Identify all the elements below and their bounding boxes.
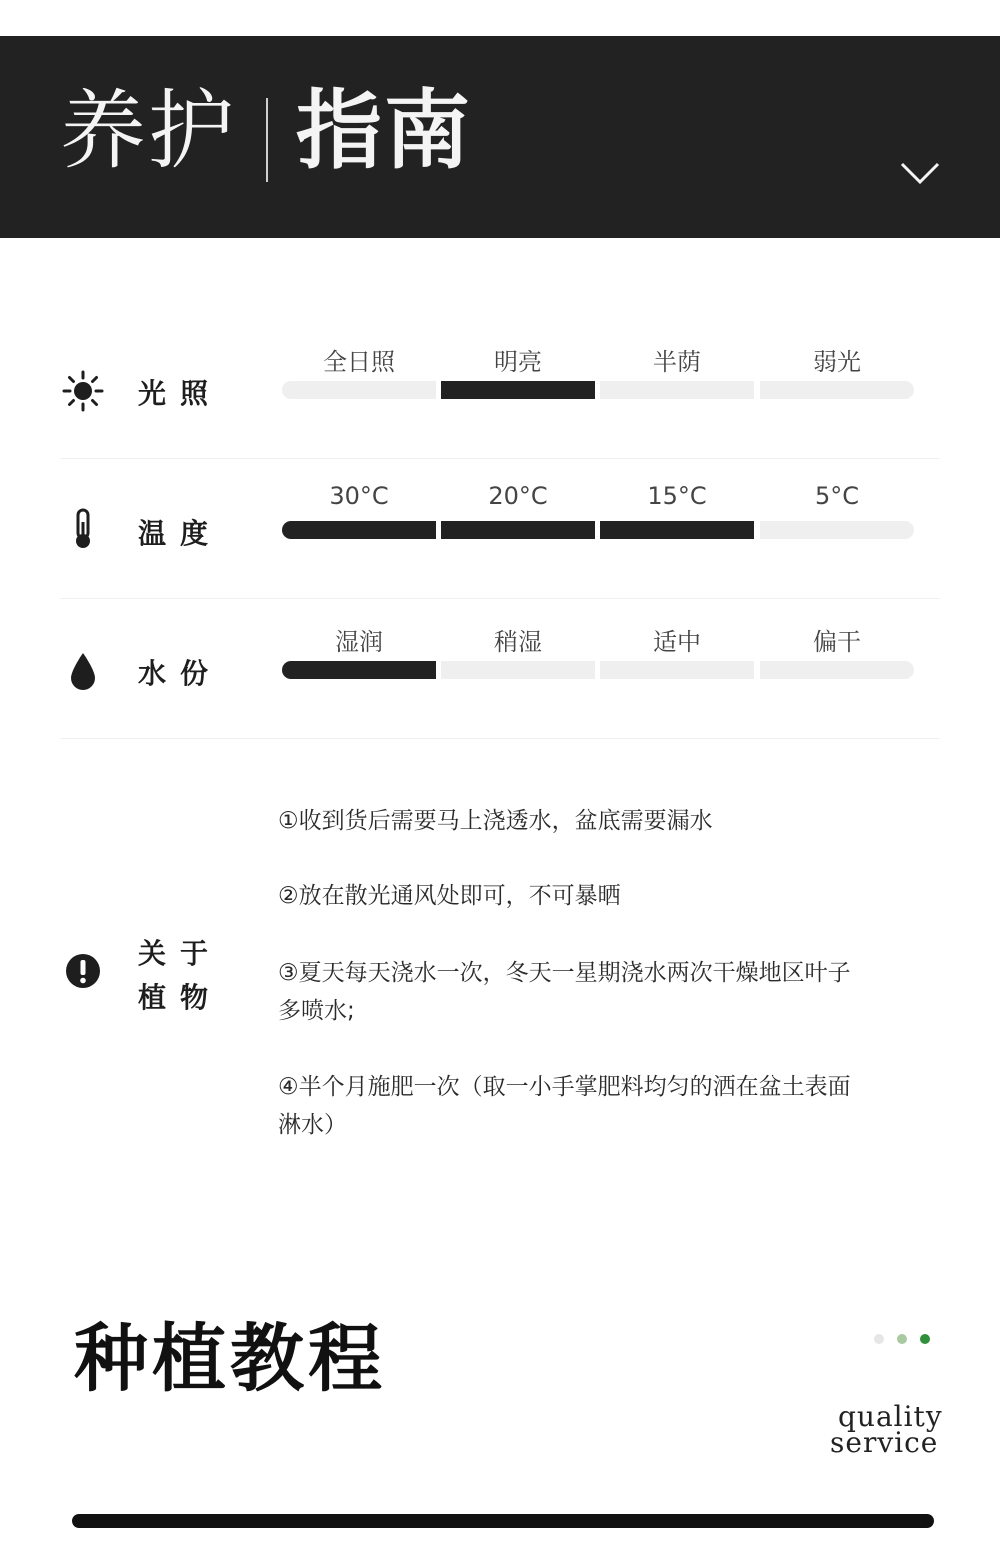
sun-icon [62, 370, 104, 412]
light-level-bright: 明亮 [494, 348, 542, 376]
carousel-dot-1[interactable] [874, 1334, 884, 1344]
header-title-care: 养护 [60, 81, 236, 181]
about-label-line2: 植物 [138, 981, 223, 1014]
temp-level-5: 5°C [814, 482, 860, 510]
bottom-divider-bar [72, 1514, 934, 1528]
planting-tutorial-title: 种植教程 [74, 1316, 386, 1402]
light-level-full-sun: 全日照 [323, 348, 395, 376]
water-row [0, 600, 1000, 740]
temp-segment-4 [760, 521, 914, 539]
carousel-dot-2[interactable] [897, 1334, 907, 1344]
water-segment-4 [760, 661, 914, 679]
water-level-moist: 湿润 [335, 628, 383, 656]
carousel-indicator [874, 1328, 938, 1347]
light-segment-4 [760, 381, 914, 399]
quality-service-logo-line1: quality [838, 1400, 943, 1433]
temperature-label: 温度 [138, 517, 223, 550]
water-drop-icon [62, 650, 104, 692]
about-label-line1: 关于 [138, 937, 223, 970]
water-segment-3 [600, 661, 754, 679]
water-segment-2 [441, 661, 595, 679]
care-tip-1: ①收到货后需要马上浇透水，盆底需要漏水 [278, 808, 713, 834]
water-label: 水份 [138, 657, 223, 690]
row-divider [60, 458, 940, 459]
exclamation-circle-icon [64, 952, 102, 990]
light-level-low-light: 弱光 [813, 348, 861, 376]
temp-level-20: 20°C [488, 482, 548, 510]
temp-level-30: 30°C [329, 482, 389, 510]
water-level-moderate: 适中 [653, 628, 701, 656]
row-divider [60, 738, 940, 739]
water-level-slightly-moist: 稍湿 [494, 628, 542, 656]
quality-service-logo-line2: service [830, 1426, 939, 1459]
thermometer-icon [62, 508, 104, 550]
temp-level-15: 15°C [647, 482, 707, 510]
light-label: 光照 [138, 377, 223, 410]
chevron-down-icon[interactable] [896, 154, 944, 194]
temp-segment-3 [600, 521, 754, 539]
temp-segment-1 [282, 521, 436, 539]
light-segment-3 [600, 381, 754, 399]
water-segment-1 [282, 661, 436, 679]
temperature-row [0, 460, 1000, 600]
light-row [0, 320, 1000, 460]
water-level-dry: 偏干 [813, 628, 861, 656]
carousel-dot-3[interactable] [920, 1334, 930, 1344]
care-tip-3: ③夏天每天浇水一次，冬天一星期浇水两次干燥地区叶子多喷水; [278, 960, 851, 1024]
care-tip-2: ②放在散光通风处即可，不可暴晒 [278, 883, 621, 909]
temp-segment-2 [441, 521, 595, 539]
header-divider [266, 98, 268, 182]
about-plant-label [138, 932, 238, 1020]
care-tip-4: ④半个月施肥一次（取一小手掌肥料均匀的洒在盆土表面淋水） [278, 1074, 851, 1138]
care-guide-header [0, 36, 1000, 238]
light-segment-1 [282, 381, 436, 399]
light-level-half-shade: 半荫 [653, 348, 701, 376]
light-segment-2 [441, 381, 595, 399]
row-divider [60, 598, 940, 599]
header-title-guide: 指南 [296, 81, 472, 181]
